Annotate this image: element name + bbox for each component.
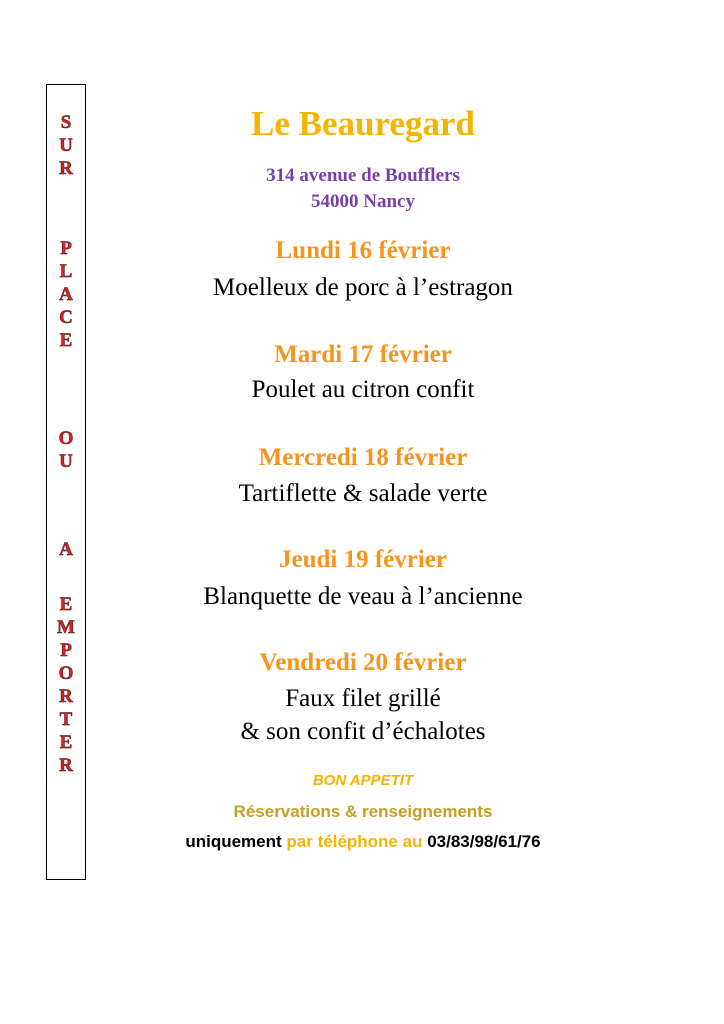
- address-city: 54000 Nancy: [311, 191, 415, 212]
- phone-number: 03/83/98/61/76: [427, 832, 541, 851]
- menu-dish: Faux filet grillé: [285, 685, 441, 712]
- side-letter: P: [60, 238, 72, 259]
- menu-day: Mercredi 18 février: [258, 444, 468, 471]
- bon-appetit: BON APPETIT: [312, 772, 414, 789]
- side-letter: L: [59, 261, 73, 282]
- contact-telephone: par téléphone au: [286, 832, 423, 851]
- restaurant-name: Le Beauregard: [251, 104, 475, 143]
- side-letter: E: [59, 594, 73, 615]
- side-letter: C: [59, 307, 73, 328]
- side-letter: R: [59, 158, 73, 179]
- side-letter: E: [59, 732, 73, 753]
- menu-day: Lundi 16 février: [275, 237, 451, 264]
- menu-dish: Tartiflette & salade verte: [238, 480, 488, 507]
- side-letter: U: [59, 135, 73, 156]
- menu-day: Jeudi 19 février: [278, 546, 447, 573]
- side-letter: S: [60, 112, 72, 133]
- menu-dish: Moelleux de porc à l’estragon: [213, 274, 513, 301]
- side-letter: E: [59, 330, 73, 351]
- menu-day: Mardi 17 février: [274, 341, 452, 368]
- side-letter: P: [60, 640, 72, 661]
- side-letter: R: [59, 755, 73, 776]
- side-letter: A: [59, 284, 73, 305]
- side-letter: O: [58, 428, 74, 449]
- menu-dish: Poulet au citron confit: [251, 376, 475, 403]
- side-letter: M: [57, 617, 75, 638]
- menu-day: Vendredi 20 février: [259, 649, 467, 676]
- side-letter: R: [59, 686, 73, 707]
- side-letter: T: [59, 709, 73, 730]
- side-letter: A: [59, 539, 73, 560]
- reservations-text: Réservations & renseignements: [233, 802, 493, 821]
- side-banner: [46, 84, 86, 880]
- contact-uniquement: uniquement: [185, 832, 282, 851]
- menu-dish: Blanquette de veau à l’ancienne: [203, 583, 523, 610]
- side-letter: O: [58, 663, 74, 684]
- side-letter: U: [59, 451, 73, 472]
- address-street: 314 avenue de Boufflers: [266, 165, 460, 186]
- menu-dish: & son confit d’échalotes: [240, 718, 486, 745]
- contact-line: [96, 832, 630, 852]
